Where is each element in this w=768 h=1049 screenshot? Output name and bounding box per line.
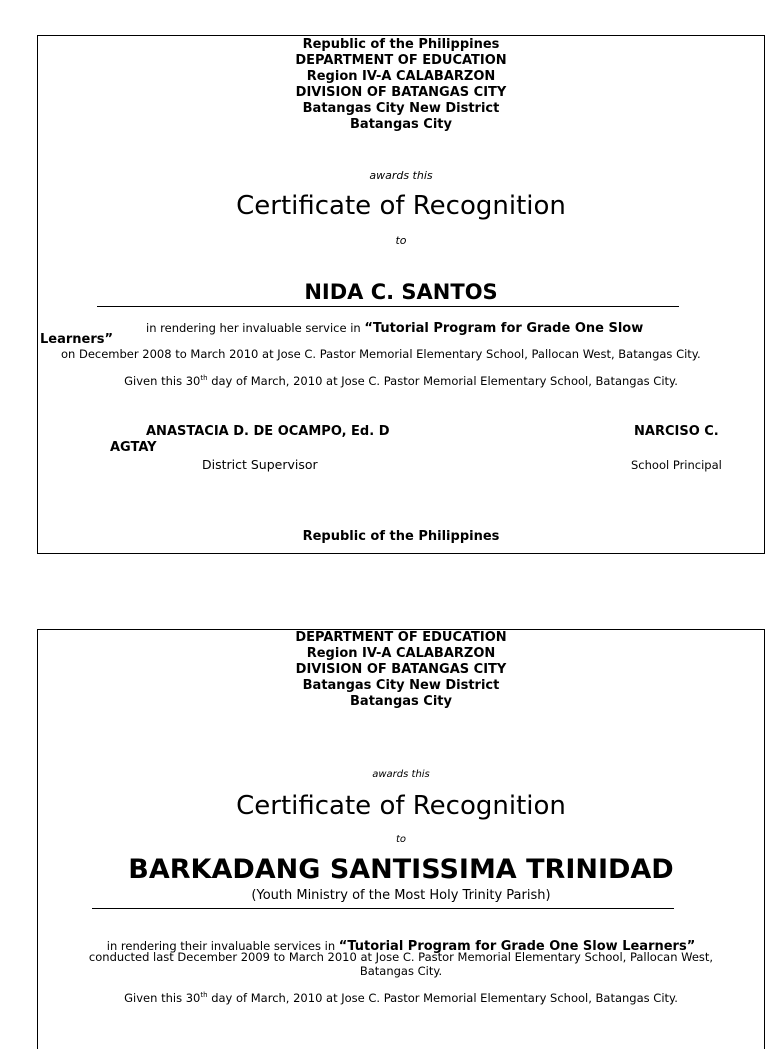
certificate-title: Certificate of Recognition xyxy=(236,791,566,821)
program-name-continued: Learners” xyxy=(40,332,114,347)
program-name: “Tutorial Program for Grade One Slow xyxy=(364,321,644,336)
recipient-name: BARKADANG SANTISSIMA TRINIDAD xyxy=(128,854,674,885)
signatory-2-name: NARCISO C. xyxy=(634,424,719,439)
header-line: Batangas City xyxy=(350,694,452,709)
given-prefix: Given this 30 xyxy=(124,991,201,1005)
name-underline xyxy=(92,908,674,909)
given-ordinal: th xyxy=(200,374,208,383)
certificate-page-2 xyxy=(37,629,765,1049)
to-text: to xyxy=(395,234,407,247)
header-line: Region IV-A CALABARZON xyxy=(306,69,496,84)
header-line: DIVISION OF BATANGAS CITY xyxy=(295,662,507,677)
name-underline xyxy=(97,306,679,307)
recipient-subtitle: (Youth Ministry of the Most Holy Trinity Parish) xyxy=(251,888,551,903)
given-ordinal: th xyxy=(200,991,208,1000)
given-suffix: day of March, 2010 at Jose C. Pastor Memorial Elementary School, Batangas City. xyxy=(207,991,678,1005)
period-text: conducted last December 2009 to March 2010 at Jose C. Pastor Memorial Elementary School, Pallocan West, xyxy=(88,950,714,964)
header-block xyxy=(38,37,764,133)
given-suffix: day of March, 2010 at Jose C. Pastor Memorial Elementary School, Batangas City. xyxy=(207,374,678,388)
header-line: DEPARTMENT OF EDUCATION xyxy=(295,53,507,68)
awards-text: awards this xyxy=(372,769,430,780)
signatory-1-title: District Supervisor xyxy=(202,457,318,472)
header-line: DEPARTMENT OF EDUCATION xyxy=(295,630,507,645)
header-line: Batangas City xyxy=(350,117,452,132)
certificate-page-1 xyxy=(37,35,765,554)
certificate-title: Certificate of Recognition xyxy=(236,191,566,221)
header-line: Republic of the Philippines xyxy=(302,37,500,52)
recipient-name: NIDA C. SANTOS xyxy=(304,280,498,304)
signatory-2-title: School Principal xyxy=(631,458,722,472)
given-text xyxy=(38,374,764,388)
period-text: on December 2008 to March 2010 at Jose C. Pastor Memorial Elementary School, Pallocan West, Batangas City. xyxy=(61,347,701,361)
service-prefix: in rendering her invaluable service in xyxy=(146,321,365,335)
given-text xyxy=(38,991,764,1005)
header-line: Batangas City New District xyxy=(302,101,500,116)
footer-text: Republic of the Philippines xyxy=(302,529,500,544)
header-line: Region IV-A CALABARZON xyxy=(306,646,496,661)
period-text-continued: Batangas City. xyxy=(359,964,443,978)
program-name: “Tutorial Program for Grade One Slow Learners” xyxy=(338,939,696,954)
service-prefix: in rendering their invaluable services in xyxy=(106,939,339,953)
awards-text: awards this xyxy=(369,169,433,182)
header-block xyxy=(38,630,764,710)
to-text: to xyxy=(395,834,407,845)
header-line: DIVISION OF BATANGAS CITY xyxy=(295,85,507,100)
given-prefix: Given this 30 xyxy=(124,374,201,388)
service-line xyxy=(146,317,643,336)
header-line: Batangas City New District xyxy=(302,678,500,693)
signatory-1-name-continued: AGTAY xyxy=(110,440,157,455)
signatory-1-name: ANASTACIA D. DE OCAMPO, Ed. D xyxy=(146,424,390,439)
